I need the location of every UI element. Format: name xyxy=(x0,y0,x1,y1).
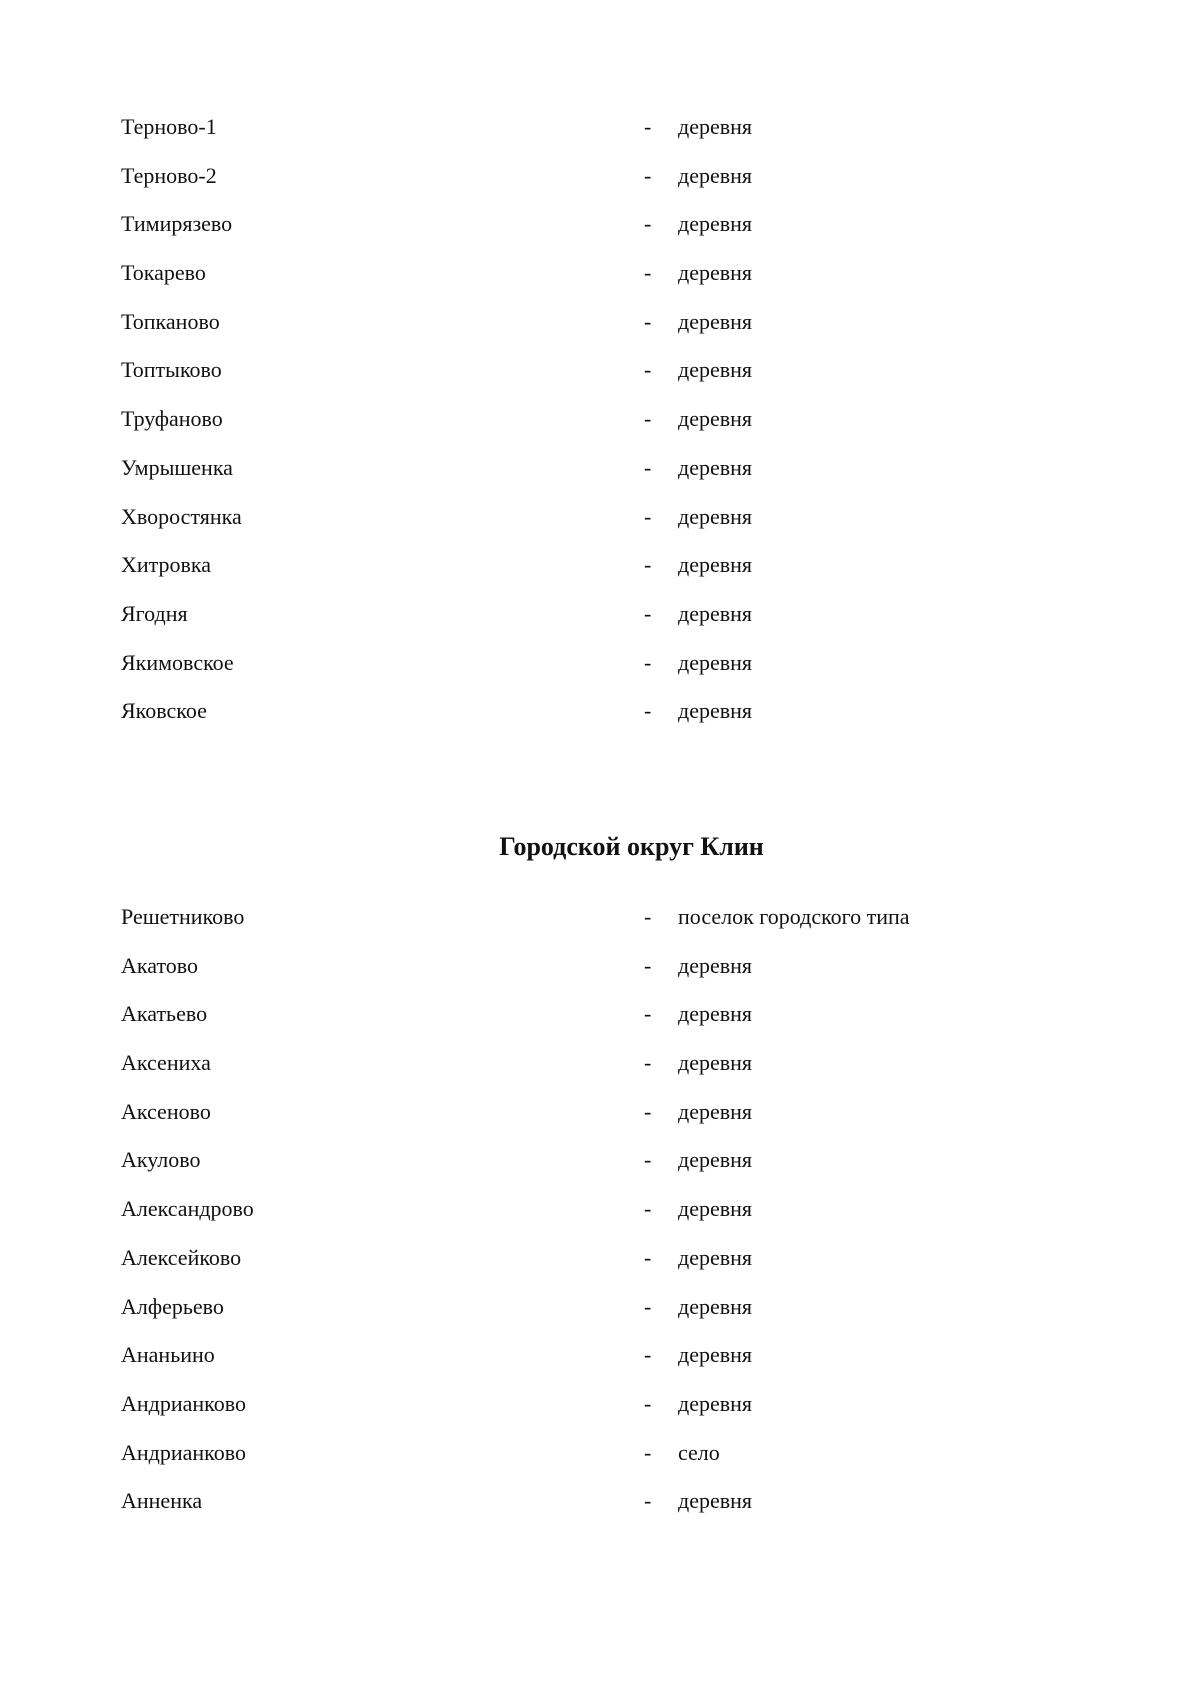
settlement-type: деревня xyxy=(678,454,753,480)
settlement-type: деревня xyxy=(678,649,753,675)
list-item xyxy=(121,350,1081,399)
settlement-type: деревня xyxy=(678,406,753,432)
separator-dash: - xyxy=(644,1342,652,1368)
settlement-type: село xyxy=(678,1439,720,1465)
settlement-name: Алексейково xyxy=(121,1244,242,1270)
separator-dash: - xyxy=(644,952,652,978)
list-item xyxy=(121,1189,1081,1238)
settlement-name: Акулово xyxy=(121,1147,201,1173)
separator-dash: - xyxy=(644,600,652,626)
settlement-type: деревня xyxy=(678,260,753,286)
settlement-name: Умрышенка xyxy=(121,454,233,480)
list-item xyxy=(121,1384,1081,1433)
separator-dash: - xyxy=(644,1050,652,1076)
list-item xyxy=(121,1043,1081,1092)
settlement-list-bottom xyxy=(121,897,1081,1530)
separator-dash: - xyxy=(644,503,652,529)
settlement-name: Андрианково xyxy=(121,1390,246,1416)
settlement-type: деревня xyxy=(678,1001,753,1027)
list-item xyxy=(121,448,1081,497)
settlement-name: Ягодня xyxy=(121,600,188,626)
list-item xyxy=(121,1287,1081,1336)
list-item xyxy=(121,594,1081,643)
separator-dash: - xyxy=(644,357,652,383)
separator-dash: - xyxy=(644,698,652,724)
separator-dash: - xyxy=(644,1001,652,1027)
settlement-name: Аксениха xyxy=(121,1050,211,1076)
settlement-type: деревня xyxy=(678,1244,753,1270)
list-item xyxy=(121,156,1081,205)
settlement-name: Хворостянка xyxy=(121,503,242,529)
settlement-name: Тимирязево xyxy=(121,211,233,237)
separator-dash: - xyxy=(644,552,652,578)
settlement-type: деревня xyxy=(678,1050,753,1076)
list-item xyxy=(121,545,1081,594)
settlement-name: Алферьево xyxy=(121,1293,224,1319)
settlement-name: Аксеново xyxy=(121,1098,211,1124)
list-item xyxy=(121,204,1081,253)
section-heading: Городской округ Клин xyxy=(499,832,764,861)
settlement-list-top xyxy=(121,107,1081,740)
settlement-name: Токарево xyxy=(121,260,206,286)
settlement-name: Хитровка xyxy=(121,552,212,578)
list-item xyxy=(121,1433,1081,1482)
settlement-name: Топканово xyxy=(121,308,220,334)
settlement-type: деревня xyxy=(678,1147,753,1173)
list-item xyxy=(121,946,1081,995)
list-item xyxy=(121,643,1081,692)
list-item xyxy=(121,1335,1081,1384)
list-item xyxy=(121,1481,1081,1530)
separator-dash: - xyxy=(644,1147,652,1173)
settlement-name: Александрово xyxy=(121,1196,254,1222)
list-item xyxy=(121,399,1081,448)
separator-dash: - xyxy=(644,1098,652,1124)
separator-dash: - xyxy=(644,1293,652,1319)
settlement-name: Акатьево xyxy=(121,1001,208,1027)
list-item xyxy=(121,994,1081,1043)
settlement-type: деревня xyxy=(678,357,753,383)
settlement-name: Яковское xyxy=(121,698,207,724)
list-item xyxy=(121,691,1081,740)
separator-dash: - xyxy=(644,649,652,675)
settlement-type: деревня xyxy=(678,1196,753,1222)
settlement-type: деревня xyxy=(678,1342,753,1368)
list-item xyxy=(121,897,1081,946)
settlement-type: деревня xyxy=(678,1098,753,1124)
settlement-name: Решетниково xyxy=(121,904,245,929)
settlement-type: деревня xyxy=(678,503,753,529)
settlement-type: деревня xyxy=(678,114,753,139)
settlement-name: Акатово xyxy=(121,952,198,978)
separator-dash: - xyxy=(644,162,652,188)
separator-dash: - xyxy=(644,308,652,334)
settlement-type: деревня xyxy=(678,698,753,724)
settlement-type: деревня xyxy=(678,552,753,578)
settlement-name: Труфаново xyxy=(121,406,223,432)
settlement-type: деревня xyxy=(678,308,753,334)
settlement-name: Терново-1 xyxy=(121,114,217,139)
settlement-type: деревня xyxy=(678,600,753,626)
settlement-name: Анненка xyxy=(121,1488,203,1514)
separator-dash: - xyxy=(644,1196,652,1222)
settlement-type: деревня xyxy=(678,162,753,188)
settlement-type: деревня xyxy=(678,952,753,978)
separator-dash: - xyxy=(644,1439,652,1465)
settlement-name: Ананьино xyxy=(121,1342,215,1368)
separator-dash: - xyxy=(644,1390,652,1416)
separator-dash: - xyxy=(644,1244,652,1270)
separator-dash: - xyxy=(644,114,652,139)
settlement-name: Андрианково xyxy=(121,1439,246,1465)
list-item xyxy=(121,302,1081,351)
separator-dash: - xyxy=(644,260,652,286)
settlement-type: поселок городского типа xyxy=(678,904,910,929)
settlement-type: деревня xyxy=(678,1488,753,1514)
separator-dash: - xyxy=(644,904,652,929)
separator-dash: - xyxy=(644,406,652,432)
settlement-type: деревня xyxy=(678,211,753,237)
separator-dash: - xyxy=(644,1488,652,1514)
list-item xyxy=(121,253,1081,302)
settlement-name: Топтыково xyxy=(121,357,222,383)
list-item xyxy=(121,1140,1081,1189)
separator-dash: - xyxy=(644,211,652,237)
settlement-type: деревня xyxy=(678,1390,753,1416)
settlement-name: Якимовское xyxy=(121,649,234,675)
list-item xyxy=(121,1092,1081,1141)
settlement-name: Терново-2 xyxy=(121,162,217,188)
settlement-type: деревня xyxy=(678,1293,753,1319)
list-item xyxy=(121,107,1081,156)
list-item xyxy=(121,497,1081,546)
list-item xyxy=(121,1238,1081,1287)
separator-dash: - xyxy=(644,454,652,480)
